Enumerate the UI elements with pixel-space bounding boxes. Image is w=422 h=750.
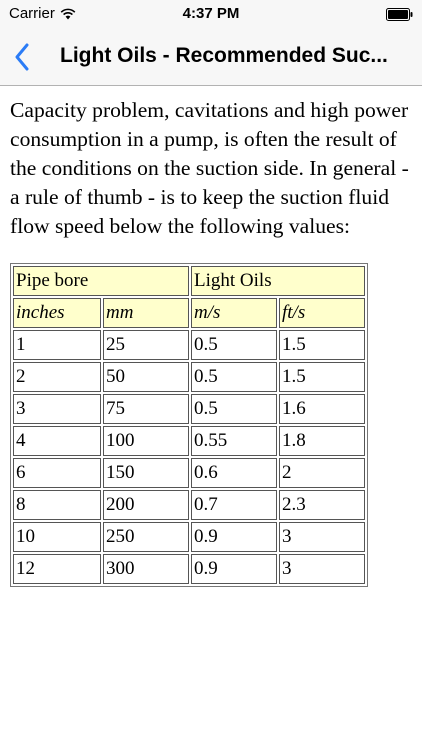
- header-inches: inches: [13, 298, 101, 328]
- table-row: [13, 426, 365, 456]
- cell-inches: 3: [13, 394, 101, 424]
- table-row: [13, 554, 365, 584]
- header-light-oils: Light Oils: [191, 266, 365, 296]
- cell-m-per-s: 0.6: [191, 458, 277, 488]
- header-pipe-bore: Pipe bore: [13, 266, 189, 296]
- table-row: [13, 458, 365, 488]
- status-time: 4:37 PM: [182, 5, 240, 22]
- table-row: [13, 490, 365, 520]
- cell-ft-per-s: 2: [279, 458, 365, 488]
- cell-ft-per-s: 2.3: [279, 490, 365, 520]
- cell-m-per-s: 0.55: [191, 426, 277, 456]
- cell-mm: 25: [103, 330, 189, 360]
- cell-mm: 300: [103, 554, 189, 584]
- chevron-left-icon: [14, 43, 30, 71]
- cell-inches: 1: [13, 330, 101, 360]
- suction-speed-table: [10, 263, 368, 587]
- cell-m-per-s: 0.5: [191, 362, 277, 392]
- cell-mm: 100: [103, 426, 189, 456]
- battery-icon: [386, 8, 413, 21]
- cell-ft-per-s: 1.5: [279, 362, 365, 392]
- cell-ft-per-s: 1.5: [279, 330, 365, 360]
- table-unit-header-row: [13, 298, 365, 328]
- cell-ft-per-s: 3: [279, 522, 365, 552]
- cell-mm: 75: [103, 394, 189, 424]
- page-title: Light Oils - Recommended Suc...: [60, 44, 388, 67]
- cell-m-per-s: 0.5: [191, 394, 277, 424]
- table-row: [13, 362, 365, 392]
- table-row: [13, 522, 365, 552]
- table-row: [13, 330, 365, 360]
- header-mm: mm: [103, 298, 189, 328]
- navigation-bar: [0, 30, 422, 86]
- cell-mm: 200: [103, 490, 189, 520]
- cell-inches: 10: [13, 522, 101, 552]
- cell-ft-per-s: 3: [279, 554, 365, 584]
- cell-mm: 50: [103, 362, 189, 392]
- table-row: [13, 394, 365, 424]
- cell-mm: 250: [103, 522, 189, 552]
- cell-inches: 4: [13, 426, 101, 456]
- cell-mm: 150: [103, 458, 189, 488]
- cell-m-per-s: 0.5: [191, 330, 277, 360]
- cell-inches: 8: [13, 490, 101, 520]
- cell-inches: 2: [13, 362, 101, 392]
- cell-inches: 12: [13, 554, 101, 584]
- cell-m-per-s: 0.9: [191, 522, 277, 552]
- status-bar: [0, 0, 422, 30]
- carrier-label: Carrier: [9, 5, 55, 22]
- back-button[interactable]: [6, 38, 38, 76]
- cell-ft-per-s: 1.8: [279, 426, 365, 456]
- cell-ft-per-s: 1.6: [279, 394, 365, 424]
- intro-paragraph: Capacity problem, cavitations and high power consumption in a pump, is often the result of the conditions on the suction side. In general - a rule of thumb - is to keep the suction fluid flow speed below the following values:: [10, 98, 409, 238]
- header-ft-per-s: ft/s: [279, 298, 365, 328]
- table-group-header-row: [13, 266, 365, 296]
- cell-m-per-s: 0.7: [191, 490, 277, 520]
- header-m-per-s: m/s: [191, 298, 277, 328]
- content-area: [10, 96, 414, 587]
- cell-m-per-s: 0.9: [191, 554, 277, 584]
- cell-inches: 6: [13, 458, 101, 488]
